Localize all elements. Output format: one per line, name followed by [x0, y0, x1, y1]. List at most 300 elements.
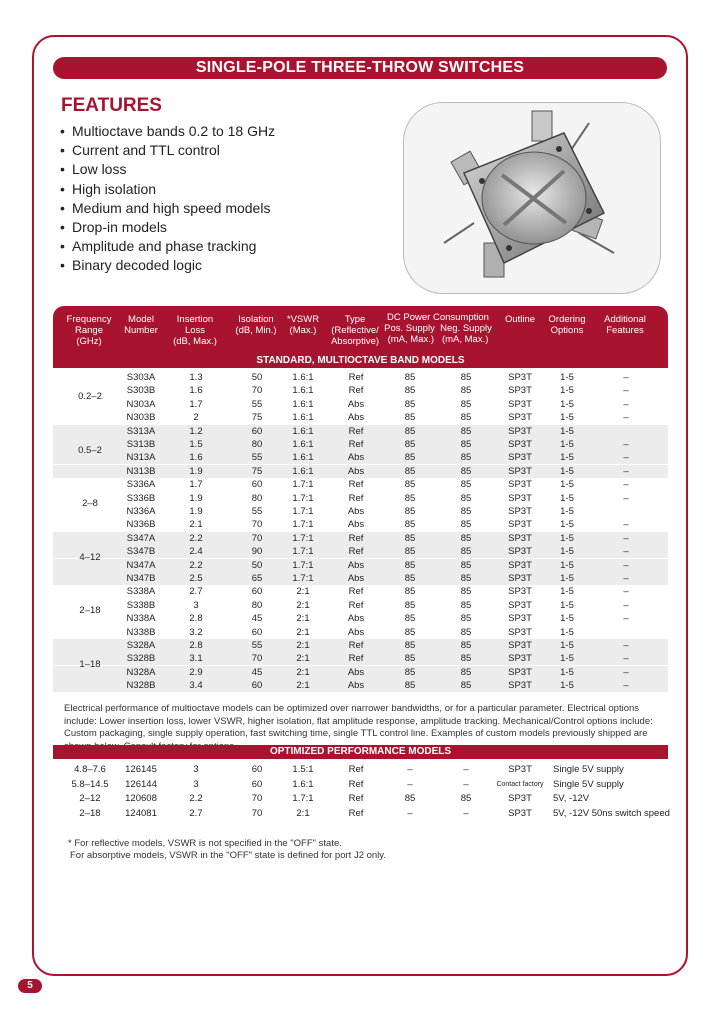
table-cell: SP3T	[508, 452, 532, 464]
table-cell: –	[463, 764, 469, 775]
table-cell: 85	[404, 479, 416, 491]
feature-item	[60, 180, 275, 199]
table-cell: SP3T	[508, 653, 532, 665]
table-cell: –	[623, 372, 629, 383]
features-title: FEATURES	[61, 95, 162, 116]
table-cell: –	[407, 764, 413, 775]
table-cell: Abs	[347, 519, 365, 531]
table-cell: 85	[404, 412, 416, 424]
frequency-range: 2–18	[79, 605, 101, 617]
table-cell: 1.6	[189, 452, 203, 464]
table-cell: –	[407, 778, 413, 790]
feature-item	[60, 199, 275, 218]
table-cell: N303A	[126, 398, 156, 410]
table-row	[53, 763, 668, 776]
table-cell: –	[623, 479, 629, 491]
table-cell: SP3T	[508, 385, 532, 397]
table-cell: 85	[404, 653, 416, 665]
table-cell: 1-5	[560, 640, 574, 651]
table-cell: SP3T	[508, 439, 532, 450]
table-cell: 3	[193, 599, 199, 611]
table-cell: 85	[404, 599, 416, 611]
column-header: DC Power Consumption Pos. Supply Neg. Supply (mA, Max.) (mA, Max.)	[384, 312, 492, 345]
column-header: Frequency Range (GHz)	[66, 314, 112, 347]
table-cell: 70	[251, 653, 263, 665]
table-cell: 3	[193, 764, 199, 775]
table-cell: 1-5	[560, 653, 574, 665]
table-cell: 2:1	[296, 599, 310, 611]
table-cell: 85	[404, 398, 416, 410]
table-cell: Ref	[348, 425, 364, 437]
feature-item	[60, 141, 275, 160]
table-row	[53, 572, 668, 585]
table-cell: 85	[404, 640, 416, 651]
table-row	[53, 532, 668, 545]
table-cell: 85	[460, 653, 472, 665]
bullet-icon: •	[60, 123, 65, 139]
table-cell: N303B	[126, 412, 156, 424]
table-cell: 85	[404, 680, 416, 692]
table-cell: 80	[251, 439, 263, 450]
table-cell: 1.7:1	[292, 573, 314, 584]
table-cell: 5.8–14.5	[71, 778, 109, 790]
table-cell: 85	[460, 793, 472, 804]
table-cell: –	[623, 573, 629, 584]
table-cell: 1.5:1	[292, 764, 314, 775]
feature-item	[60, 122, 275, 141]
table-cell: 1.7:1	[292, 519, 314, 531]
table-cell: 1-5	[560, 385, 574, 397]
table-cell: 1-5	[560, 425, 574, 437]
table-cell: 85	[460, 613, 472, 625]
table-cell: 5V, -12V	[553, 793, 590, 804]
column-header: Ordering Options	[548, 314, 586, 336]
feature-text: Low loss	[72, 161, 127, 178]
bullet-icon: •	[60, 257, 65, 274]
table-cell: 1-5	[560, 546, 574, 558]
table-row	[53, 371, 668, 384]
table-note: Electrical performance of multioctave models can be optimized over narrower bandwidths, or for a particular parameter. Electrical options include: Lower insertion loss, lower VSWR, higher isolation, flat amplitude response, amplitude tracking. Mechanical/Control options include: Custom packaging, single supply operation, fast switching time, single TTL control line. Examples of custom models previously shipped are	[64, 703, 653, 739]
table-cell: 126144	[125, 778, 157, 790]
table-cell: 1.7:1	[292, 793, 314, 804]
table-cell: –	[407, 807, 413, 819]
table-cell: 85	[460, 586, 472, 598]
table-cell: 85	[460, 492, 472, 504]
table-header	[53, 306, 668, 354]
table-cell: 1-5	[560, 559, 574, 571]
table-cell: 1.6:1	[292, 398, 314, 410]
table-cell: 85	[404, 559, 416, 571]
table-cell: S328B	[126, 653, 156, 665]
frequency-range: 0.5–2	[78, 444, 102, 456]
table-cell: SP3T	[508, 640, 532, 651]
table-cell: 124081	[125, 807, 157, 819]
table-cell: 70	[251, 532, 263, 544]
table-cell: 45	[251, 613, 263, 625]
bullet-icon: •	[60, 180, 65, 197]
table-cell: 1-5	[560, 398, 574, 410]
table-cell: 1.7:1	[292, 506, 314, 517]
table-cell: 1.9	[189, 492, 203, 504]
table-cell: 85	[460, 559, 472, 571]
table-row	[53, 778, 668, 791]
feature-text: Multioctave bands 0.2 to 18 GHz	[72, 123, 276, 139]
table-cell: 1-5	[560, 626, 574, 638]
table-cell: SP3T	[508, 626, 532, 638]
bullet-icon: •	[60, 142, 65, 159]
table-cell: S338B	[126, 599, 156, 611]
table-cell: –	[623, 519, 629, 531]
table-cell: Abs	[347, 465, 365, 477]
table-cell: 1.7	[189, 398, 203, 410]
table-cell: SP3T	[508, 586, 532, 598]
table-cell: 2.8	[189, 640, 203, 651]
table-cell: 85	[404, 506, 416, 517]
table-cell: –	[623, 465, 629, 477]
table-cell: 1-5	[560, 586, 574, 598]
table-cell: 1-5	[560, 439, 574, 450]
table-cell: 85	[460, 626, 472, 638]
table-cell: 120608	[125, 793, 157, 804]
table-cell: 85	[460, 479, 472, 491]
column-header: Outline	[504, 314, 536, 325]
table-cell: SP3T	[508, 546, 532, 558]
feature-text: Amplitude and phase tracking	[72, 238, 257, 255]
table-cell: 2.2	[189, 559, 203, 571]
column-header: *VSWR (Max.)	[286, 314, 320, 336]
table-cell: 1-5	[560, 412, 574, 424]
feature-text: Medium and high speed models	[72, 199, 271, 216]
table-cell: 2.7	[189, 586, 203, 598]
table-cell: 55	[251, 452, 263, 464]
table-cell: 1-5	[560, 479, 574, 491]
table-cell: Abs	[347, 559, 365, 571]
table-cell: Ref	[348, 492, 364, 504]
table-cell: 1.2	[189, 425, 203, 437]
table-cell: S313B	[126, 439, 156, 450]
table-cell: N347B	[126, 573, 156, 584]
table-cell: 2–18	[79, 807, 101, 819]
table-row	[53, 492, 668, 505]
table-cell: 85	[404, 385, 416, 397]
table-cell: Ref	[348, 807, 364, 819]
table-cell: Ref	[348, 599, 364, 611]
table-cell: 2:1	[296, 586, 310, 598]
table-row	[53, 518, 668, 531]
table-cell: 80	[251, 599, 263, 611]
table-cell: S303B	[126, 385, 156, 397]
feature-item	[60, 256, 275, 275]
table-cell: 1.3	[189, 372, 203, 383]
table-cell: 1.7:1	[292, 492, 314, 504]
table-cell: Ref	[348, 793, 364, 804]
table-row	[53, 599, 668, 612]
table-cell: SP3T	[508, 372, 532, 383]
table-row	[53, 465, 668, 478]
table-row	[53, 679, 668, 692]
table-cell: SP3T	[508, 465, 532, 477]
table-cell: 90	[251, 546, 263, 558]
table-cell: N338B	[126, 626, 156, 638]
table-cell: 2	[193, 412, 199, 424]
table-cell: 1.6:1	[292, 465, 314, 477]
table-cell: 55	[251, 398, 263, 410]
table-cell: S313A	[126, 425, 156, 437]
table-cell: 85	[460, 439, 472, 450]
table-cell: 45	[251, 666, 263, 678]
bullet-icon: •	[60, 199, 65, 216]
table-cell: 1-5	[560, 532, 574, 544]
table-cell: N328A	[126, 666, 156, 678]
feature-text: Current and TTL control	[72, 142, 220, 159]
table-cell: 1-5	[560, 613, 574, 625]
table-cell: Ref	[348, 372, 364, 383]
page-number: 5	[18, 979, 42, 993]
table-cell: 85	[404, 425, 416, 437]
column-header: Model Number	[124, 314, 158, 336]
table-cell: SP3T	[508, 519, 532, 531]
table-row	[53, 438, 668, 451]
table-cell: 2:1	[296, 680, 310, 692]
table-cell: 2.8	[189, 613, 203, 625]
table-cell: 1.6	[189, 385, 203, 397]
table-cell: Abs	[347, 506, 365, 517]
table-cell: 1.5	[189, 439, 203, 450]
table-cell: Ref	[348, 385, 364, 397]
table-cell: S347A	[126, 532, 156, 544]
table-cell: 85	[460, 398, 472, 410]
table-cell: 85	[460, 666, 472, 678]
table-cell: Abs	[347, 452, 365, 464]
table-cell: N313A	[126, 452, 156, 464]
table-cell: 2.7	[189, 807, 203, 819]
table-cell: 75	[251, 465, 263, 477]
table-cell: 50	[251, 372, 263, 383]
table-cell: 1-5	[560, 372, 574, 383]
table-cell: 85	[404, 492, 416, 504]
features-list	[60, 122, 275, 276]
table-cell: 75	[251, 412, 263, 424]
table-cell: 3.2	[189, 626, 203, 638]
table-row	[53, 505, 668, 518]
table-cell: 60	[251, 764, 263, 775]
table-cell: 126145	[125, 764, 157, 775]
table-cell: 1.6:1	[292, 412, 314, 424]
table-row	[53, 478, 668, 491]
table-cell: 1.6:1	[292, 385, 314, 397]
table-cell: 1.9	[189, 465, 203, 477]
table-cell: –	[623, 613, 629, 625]
table-cell: 60	[251, 479, 263, 491]
table-cell: 1-5	[560, 465, 574, 477]
table-cell: 85	[404, 586, 416, 598]
bullet-icon: •	[60, 219, 65, 236]
table-cell: –	[623, 586, 629, 598]
table-cell: 3	[193, 778, 199, 790]
table-cell: Abs	[347, 412, 365, 424]
table-cell: N338A	[126, 613, 156, 625]
table-cell: 60	[251, 626, 263, 638]
table-cell: 2:1	[296, 640, 310, 651]
footnote-absorptive: For absorptive models, VSWR in the "OFF" state is defined for port J2 only.	[70, 850, 386, 861]
page-banner: SINGLE-POLE THREE-THROW SWITCHES	[53, 57, 667, 79]
table-cell: –	[623, 680, 629, 692]
table-cell: –	[463, 778, 469, 790]
table-cell: –	[623, 653, 629, 665]
section-standard-title: STANDARD, MULTIOCTAVE BAND MODELS	[53, 354, 668, 368]
table-cell: Contact factory	[496, 780, 544, 788]
table-cell: 85	[404, 793, 416, 804]
table-cell: 1.7:1	[292, 479, 314, 491]
feature-item	[60, 237, 275, 256]
table-cell: Ref	[348, 653, 364, 665]
table-cell: 85	[404, 546, 416, 558]
column-header: Isolation (dB, Min.)	[235, 314, 277, 336]
table-cell: 2:1	[296, 613, 310, 625]
table-cell: Ref	[348, 546, 364, 558]
table-cell: Ref	[348, 532, 364, 544]
table-cell: 1.7	[189, 479, 203, 491]
table-cell: 85	[460, 680, 472, 692]
table-cell: –	[623, 666, 629, 678]
table-cell: –	[463, 807, 469, 819]
table-row	[53, 545, 668, 558]
table-cell: –	[623, 546, 629, 558]
feature-text: Binary decoded logic	[72, 257, 202, 274]
table-cell: 50	[251, 559, 263, 571]
table-cell: SP3T	[508, 573, 532, 584]
table-cell: –	[623, 412, 629, 424]
frequency-range: 4–12	[79, 551, 101, 563]
table-cell: SP3T	[508, 492, 532, 504]
table-cell: SP3T	[508, 532, 532, 544]
table-cell: –	[623, 640, 629, 651]
feature-item	[60, 218, 275, 237]
table-cell: 1.6:1	[292, 372, 314, 383]
table-cell: 70	[251, 807, 263, 819]
table-cell: 70	[251, 519, 263, 531]
table-cell: 1-5	[560, 506, 574, 517]
table-cell: 1-5	[560, 573, 574, 584]
table-row	[53, 626, 668, 639]
table-cell: –	[623, 492, 629, 504]
table-cell: 1-5	[560, 680, 574, 692]
table-cell: 85	[404, 613, 416, 625]
table-row	[53, 398, 668, 411]
table-cell: 1-5	[560, 492, 574, 504]
table-row	[53, 451, 668, 464]
table-row	[53, 807, 668, 820]
table-cell: 85	[460, 372, 472, 383]
table-row	[53, 652, 668, 665]
table-cell: 2:1	[296, 626, 310, 638]
table-cell: 2.9	[189, 666, 203, 678]
table-row	[53, 612, 668, 625]
table-row	[53, 384, 668, 397]
table-cell: –	[623, 452, 629, 464]
frequency-range: 2–8	[82, 498, 98, 510]
table-cell: Ref	[348, 439, 364, 450]
table-cell: 2.2	[189, 793, 203, 804]
table-cell: 85	[460, 465, 472, 477]
table-cell: 2.2	[189, 532, 203, 544]
table-cell: SP3T	[508, 599, 532, 611]
table-cell: 80	[251, 492, 263, 504]
table-cell: 3.4	[189, 680, 203, 692]
table-cell: N328B	[126, 680, 156, 692]
table-cell: 55	[251, 506, 263, 517]
table-cell: 85	[460, 506, 472, 517]
table-cell: SP3T	[508, 764, 532, 775]
table-cell: Single 5V supply	[553, 764, 624, 775]
table-cell: S336A	[126, 479, 156, 491]
feature-text: Drop-in models	[72, 219, 167, 236]
table-cell: 2:1	[296, 653, 310, 665]
table-cell: Ref	[348, 640, 364, 651]
table-cell: Abs	[347, 626, 365, 638]
bullet-icon: •	[60, 238, 65, 255]
table-cell: 85	[404, 452, 416, 464]
table-cell: 2.1	[189, 519, 203, 531]
column-header: Additional Features	[604, 314, 646, 336]
table-cell: Abs	[347, 573, 365, 584]
table-cell: S336B	[126, 492, 156, 504]
table-row	[53, 792, 668, 805]
switch-device-illustration	[404, 103, 660, 293]
table-cell: 85	[404, 465, 416, 477]
table-cell: 1-5	[560, 666, 574, 678]
table-row	[53, 559, 668, 572]
table-cell: 2–12	[79, 793, 101, 804]
column-header: Type (Reflective/ Absorptive)	[330, 314, 380, 347]
table-cell: SP3T	[508, 425, 532, 437]
table-cell: 85	[404, 573, 416, 584]
table-cell: –	[623, 385, 629, 397]
table-cell: SP3T	[508, 479, 532, 491]
table-cell: S328A	[126, 640, 156, 651]
table-cell: 4.8–7.6	[74, 764, 106, 775]
table-cell: 1.6:1	[292, 425, 314, 437]
table-cell: 60	[251, 680, 263, 692]
table-cell: SP3T	[508, 680, 532, 692]
feature-text: High isolation	[72, 180, 157, 197]
table-cell: 85	[460, 532, 472, 544]
table-cell: 85	[460, 573, 472, 584]
table-cell: 85	[460, 425, 472, 437]
table-cell: 1-5	[560, 519, 574, 531]
table-cell: 70	[251, 793, 263, 804]
table-cell: 2:1	[296, 666, 310, 678]
table-cell: Ref	[348, 586, 364, 598]
table-cell: 70	[251, 385, 263, 397]
table-row	[53, 411, 668, 424]
table-cell: SP3T	[508, 666, 532, 678]
table-cell: Abs	[347, 398, 365, 410]
table-cell: SP3T	[508, 506, 532, 517]
bullet-icon: •	[60, 161, 65, 178]
table-cell: Abs	[347, 666, 365, 678]
table-cell: Abs	[347, 680, 365, 692]
table-cell: 85	[460, 519, 472, 531]
table-cell: 60	[251, 778, 263, 790]
table-cell: SP3T	[508, 398, 532, 410]
table-cell: 60	[251, 586, 263, 598]
table-cell: 85	[460, 452, 472, 464]
table-cell: 55	[251, 640, 263, 651]
table-cell: 85	[404, 532, 416, 544]
table-cell: S338A	[126, 586, 156, 598]
product-photo	[403, 102, 661, 294]
